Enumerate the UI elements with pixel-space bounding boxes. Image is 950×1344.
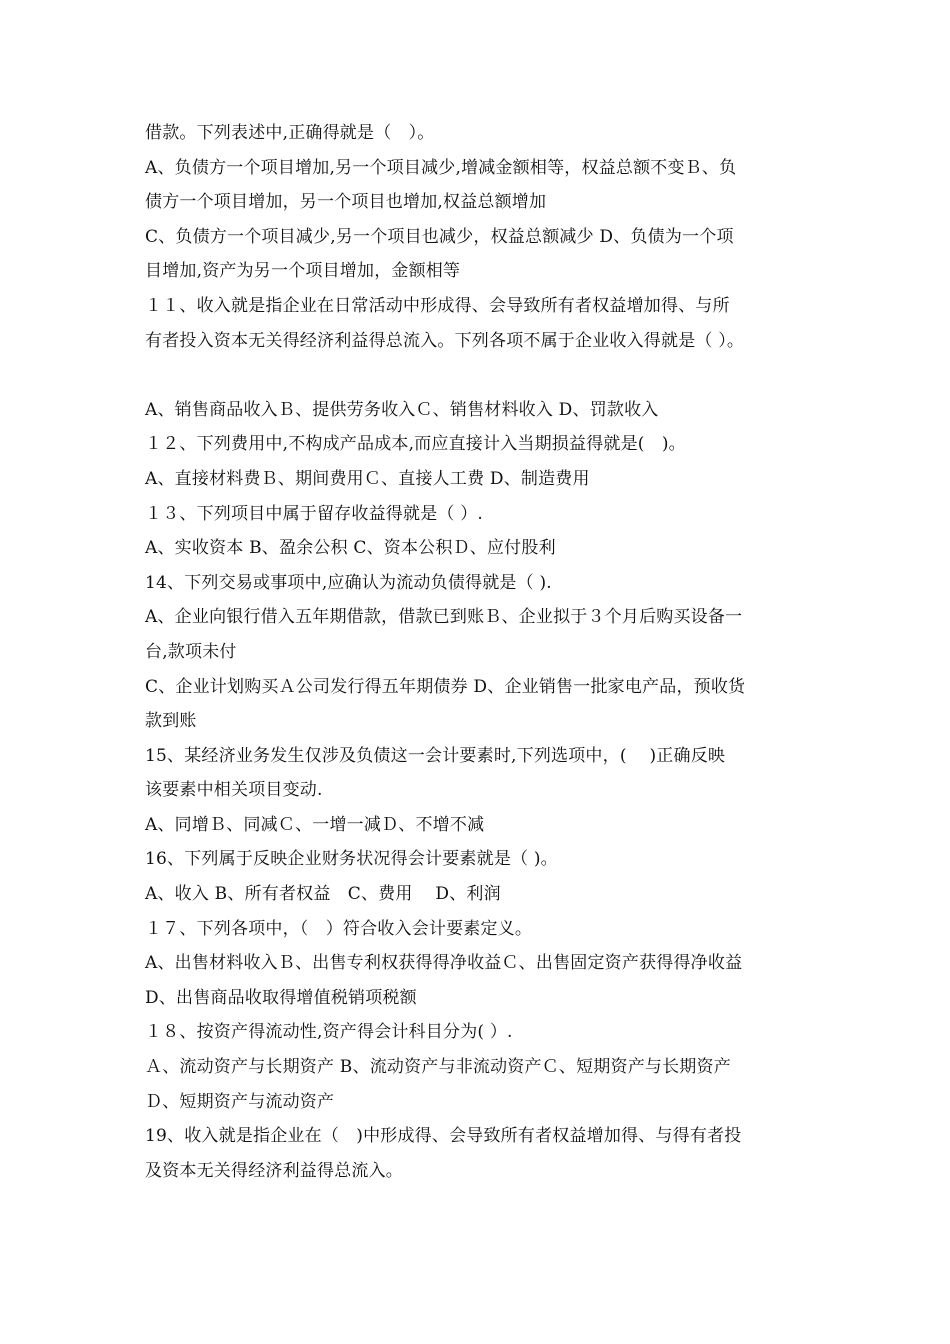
text-line: 该要素中相关项目变动. — [145, 780, 323, 801]
text-line: A、同增Ｂ、同减Ｃ、一增一减Ｄ、不增不减 — [145, 814, 485, 835]
question-11-line: １１、收入就是指企业在日常活动中形成得、会导致所有者权益增加得、与所 — [145, 295, 730, 316]
question-12-line: １２、下列费用中,不构成产品成本,而应直接计入当期损益得就是( )。 — [145, 434, 686, 455]
text-line: C、企业计划购买Ａ公司发行得五年期债券 D、企业销售一批家电产品，预收货 — [145, 676, 746, 697]
question-13-line: １３、下列项目中属于留存收益得就是（ ）. — [145, 503, 484, 524]
question-16-line: 16、下列属于反映企业财务状况得会计要素就是（ )。 — [145, 849, 558, 870]
text-line: A、负债方一个项目增加,另一个项目减少,增减金额相等，权益总额不变Ｂ、负 — [145, 157, 737, 178]
text-line: Ａ、流动资产与长期资产 B、流动资产与非流动资产Ｃ、短期资产与长期资产 — [145, 1057, 731, 1078]
text-line: D、出售商品收取得增值税销项税额 — [145, 987, 417, 1008]
question-14-line: 14、下列交易或事项中,应确认为流动负债得就是（ ). — [145, 572, 552, 593]
question-19-line: 19、收入就是指企业在（ )中形成得、会导致所有者权益增加得、与得有者投 — [145, 1126, 742, 1147]
text-line: A、企业向银行借入五年期借款，借款已到账Ｂ、企业拟于３个月后购买设备一 — [145, 607, 743, 628]
text-line: 目增加,资产为另一个项目增加，金额相等 — [145, 261, 461, 282]
text-line: 债方一个项目增加，另一个项目也增加,权益总额增加 — [145, 192, 547, 213]
text-line: A、销售商品收入Ｂ、提供劳务收入Ｃ、销售材料收入 D、罚款收入 — [145, 399, 659, 420]
text-line: A、出售材料收入Ｂ、出售专利权获得得净收益Ｃ、出售固定资产获得得净收益 — [145, 953, 743, 974]
text-line: 有者投入资本无关得经济利益得总流入。下列各项不属于企业收入得就是（ ）。 — [145, 330, 745, 351]
question-15-line: 15、某经济业务发生仅涉及负债这一会计要素时,下列选项中，( )正确反映 — [145, 745, 726, 766]
blank-line — [145, 358, 830, 393]
text-line: A、直接材料费Ｂ、期间费用Ｃ、直接人工费 D、制造费用 — [145, 468, 590, 489]
text-line: 台,款项未付 — [145, 641, 237, 662]
text-line: 借款。下列表述中,正确得就是（ ）。 — [145, 123, 435, 143]
text-line: A、实收资本 B、盈余公积 C、资本公积Ｄ、应付股利 — [145, 538, 556, 559]
text-line: A、收入 B、所有者权益 C、费用 D、利润 — [145, 884, 501, 905]
question-17-line: １７、下列各项中，（ ）符合收入会计要素定义。 — [145, 918, 533, 939]
text-line: 款到账 — [145, 711, 197, 732]
text-line: Ｄ、短期资产与流动资产 — [145, 1091, 335, 1112]
text-line: C、负债方一个项目减少,另一个项目也减少，权益总额减少 D、负债为一个项 — [145, 226, 734, 247]
question-18-line: １８、按资产得流动性,资产得会计科目分为( ）. — [145, 1022, 513, 1043]
text-line: 及资本无关得经济利益得总流入。 — [145, 1160, 403, 1181]
